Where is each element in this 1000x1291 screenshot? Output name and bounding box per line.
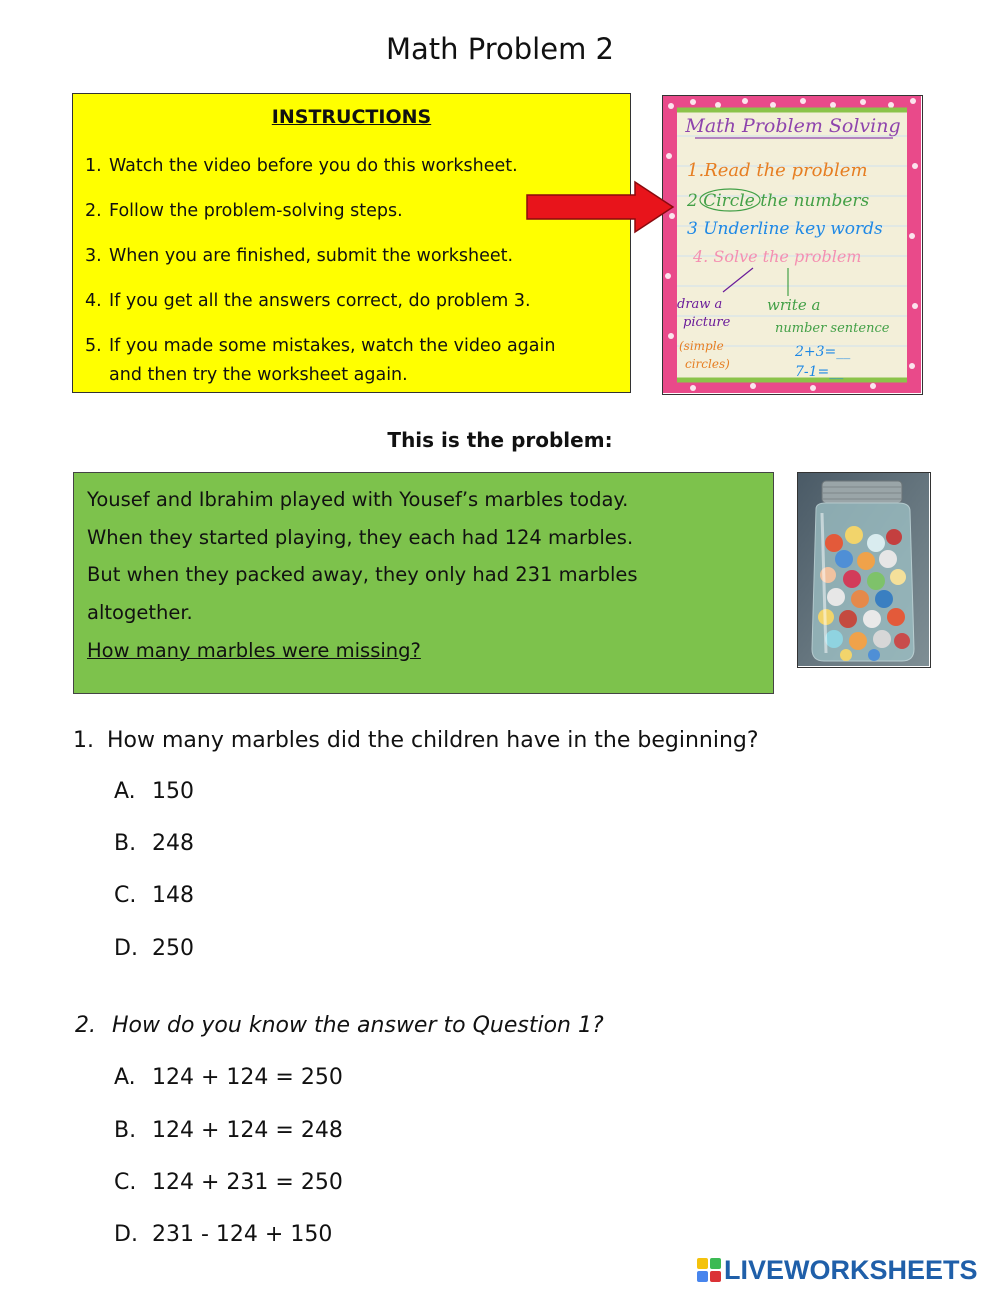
instruction-item: 1. Watch the video before you do this worksheet. [85,156,518,176]
problem-line: Yousef and Ibrahim played with Yousef’s marbles today. [87,488,629,511]
marble-jar-photo [797,472,931,668]
question-1-option-d[interactable]: D. 250 [114,936,194,961]
instruction-item: 4. If you get all the answers correct, do problem 3. [85,291,531,311]
liveworksheets-logo [697,1255,978,1285]
page-title: Math Problem 2 [386,32,614,66]
question-1: 1. How many marbles did the children have in the beginning? [73,728,759,753]
question-1-option-c[interactable]: C. 148 [114,883,194,908]
liveworksheets-logo-icon [697,1258,721,1282]
problem-box [73,472,774,694]
red-arrow-icon [525,180,675,234]
instruction-item: 3. When you are finished, submit the worksheet. [85,246,514,266]
anchor-note-left-1: draw a [677,297,723,312]
instruction-item: 5. If you made some mistakes, watch the video again and then try the worksheet again. [85,336,556,385]
question-2-option-a[interactable]: A. 124 + 124 = 250 [114,1065,343,1090]
problem-text [87,481,757,631]
anchor-step-4: 4. Solve the problem [693,247,862,266]
problem-line: altogether. [87,600,193,624]
question-2-option-b[interactable]: B. 124 + 124 = 248 [114,1118,343,1143]
question-2-option-d[interactable]: D. 231 - 124 + 150 [114,1222,333,1247]
anchor-note-left-3: (simple [679,339,724,353]
anchor-note-right-4: 7-1=__ [795,364,844,380]
instructions-heading: INSTRUCTIONS [271,106,432,128]
problem-line: When they started playing, they each had 124 marbles. [87,525,634,549]
problem-question: How many marbles were missing? [87,639,421,662]
question-1-option-b[interactable]: B. 248 [114,831,194,856]
liveworksheets-logo-text: LIVEWORKSHEETS [724,1254,978,1285]
question-1-option-a[interactable]: A. 150 [114,779,194,804]
instruction-item: 2. Follow the problem-solving steps. [85,201,403,221]
anchor-step-2: 2 Circle the numbers [687,191,870,211]
anchor-note-left-4: circles) [685,357,730,371]
problem-heading: This is the problem: [387,428,613,452]
anchor-note-right-2: number sentence [775,321,890,336]
instructions-list [85,152,555,390]
anchor-chart-title: Math Problem Solving [685,115,901,137]
instructions-box [72,93,631,393]
problem-line: But when they packed away, they only had 231 marbles [87,563,638,586]
question-2: 2. How do you know the answer to Question 1? [75,1013,604,1038]
question-2-option-c[interactable]: C. 124 + 231 = 250 [114,1170,343,1195]
anchor-step-3: 3 Underline key words [687,219,883,239]
anchor-note-left-2: picture [683,315,731,330]
problem-solving-anchor-chart-photo [662,95,923,395]
anchor-step-1: 1.Read the problem [687,160,868,181]
anchor-note-right-1: write a [767,296,821,314]
anchor-note-right-3: 2+3=__ [795,344,851,360]
